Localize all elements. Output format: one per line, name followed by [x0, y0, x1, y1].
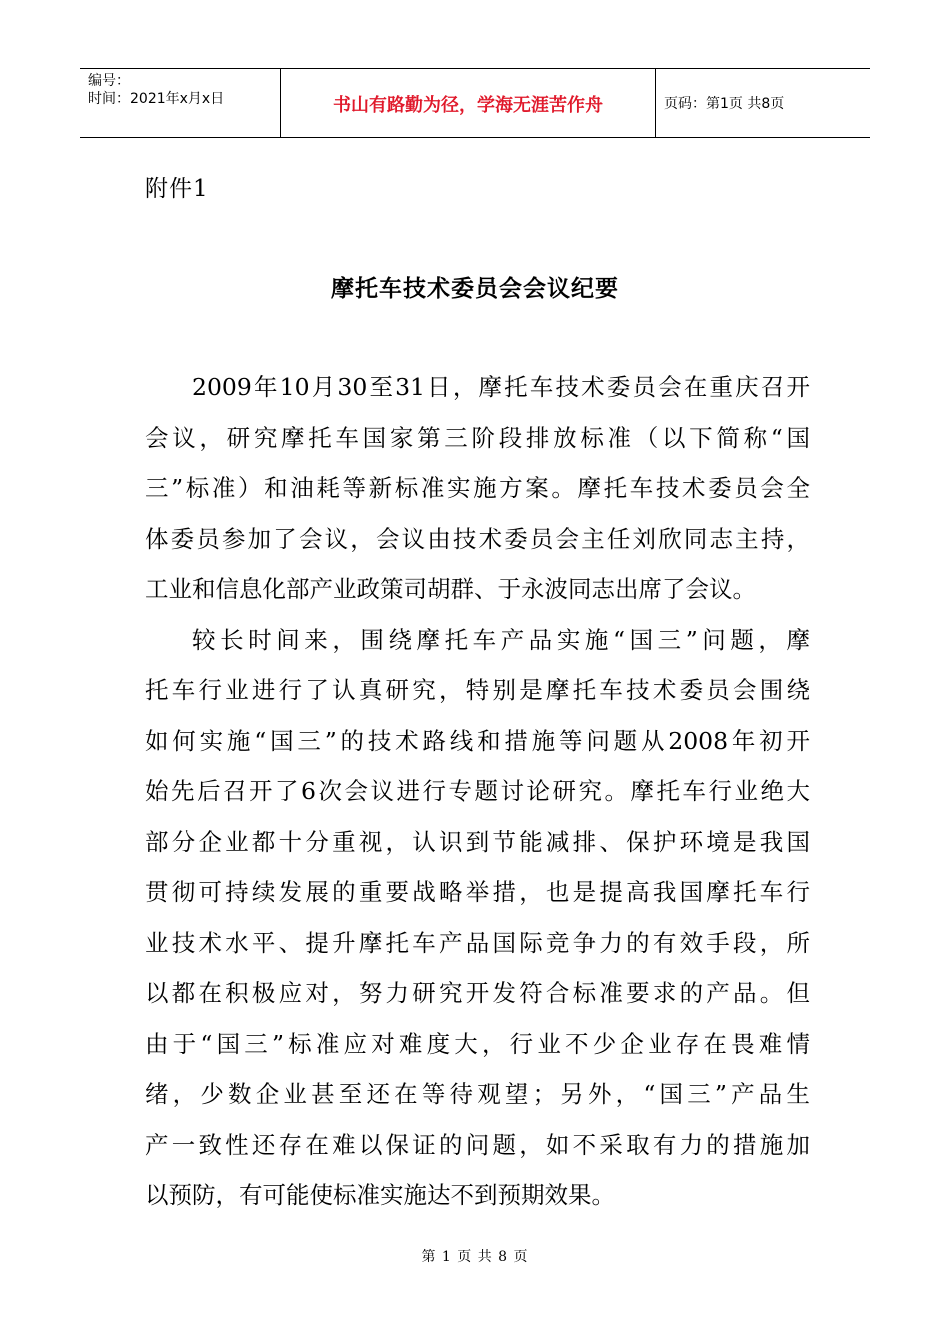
paragraph-2-line: 以都在积极应对，努力研究开发符合标准要求的产品。但 — [145, 979, 810, 1007]
attachment-label: 附件1 — [145, 176, 209, 202]
paragraph-1-line: 2009年10月30至31日，摩托车技术委员会在重庆召开 — [192, 373, 810, 401]
paragraph-2-line: 如何实施“国三”的技术路线和措施等问题从2008年初开 — [145, 726, 810, 755]
paragraph-2-line: 托车行业进行了认真研究，特别是摩托车技术委员会围绕 — [145, 676, 810, 704]
paragraph-1-line: 体委员参加了会议，会议由技术委员会主任刘欣同志主持， — [145, 524, 810, 553]
paragraph-2-line: 产一致性还存在难以保证的问题，如不采取有力的措施加 — [145, 1130, 810, 1159]
page-header — [80, 68, 870, 138]
document-number-label: 编号： — [88, 73, 130, 89]
paragraph-2-line: 绪，少数企业甚至还在等待观望；另外，“国三”产品生 — [145, 1080, 810, 1108]
paragraph-2-line: 业技术水平、提升摩托车产品国际竞争力的有效手段，所 — [145, 928, 810, 957]
document-date-label: 时间：2021年x月x日 — [88, 91, 225, 107]
paragraph-2-line: 以预防，有可能使标准实施达不到预期效果。 — [145, 1181, 615, 1209]
header-meta — [80, 69, 281, 137]
paragraph-2-line: 始先后召开了6次会议进行专题讨论研究。摩托车行业绝大 — [145, 777, 810, 805]
header-page-info: 页码：第1页 共8页 — [664, 96, 785, 112]
paragraph-1-line: 会议，研究摩托车国家第三阶段排放标准（以下简称“国 — [145, 423, 810, 452]
paragraph-1-line: 三”标准）和油耗等新标准实施方案。摩托车技术委员会全 — [145, 474, 810, 502]
paragraph-2-line: 由于“国三”标准应对难度大，行业不少企业存在畏难情 — [145, 1029, 810, 1058]
document-title: 摩托车技术委员会会议纪要 — [331, 276, 619, 302]
paragraph-2-line: 贯彻可持续发展的重要战略举措，也是提高我国摩托车行 — [145, 878, 810, 906]
page-footer: 第 1 页 共 8 页 — [421, 1249, 529, 1265]
paragraph-1-line: 工业和信息化部产业政策司胡群、于永波同志出席了会议。 — [145, 575, 756, 603]
paragraph-2-line: 较长时间来，围绕摩托车产品实施“国三”问题，摩 — [192, 625, 810, 654]
document-body — [145, 362, 810, 1221]
paragraph-2-line: 部分企业都十分重视，认识到节能减排、保护环境是我国 — [145, 827, 810, 856]
header-motto: 书山有路勤为径，学海无涯苦作舟 — [281, 69, 656, 137]
